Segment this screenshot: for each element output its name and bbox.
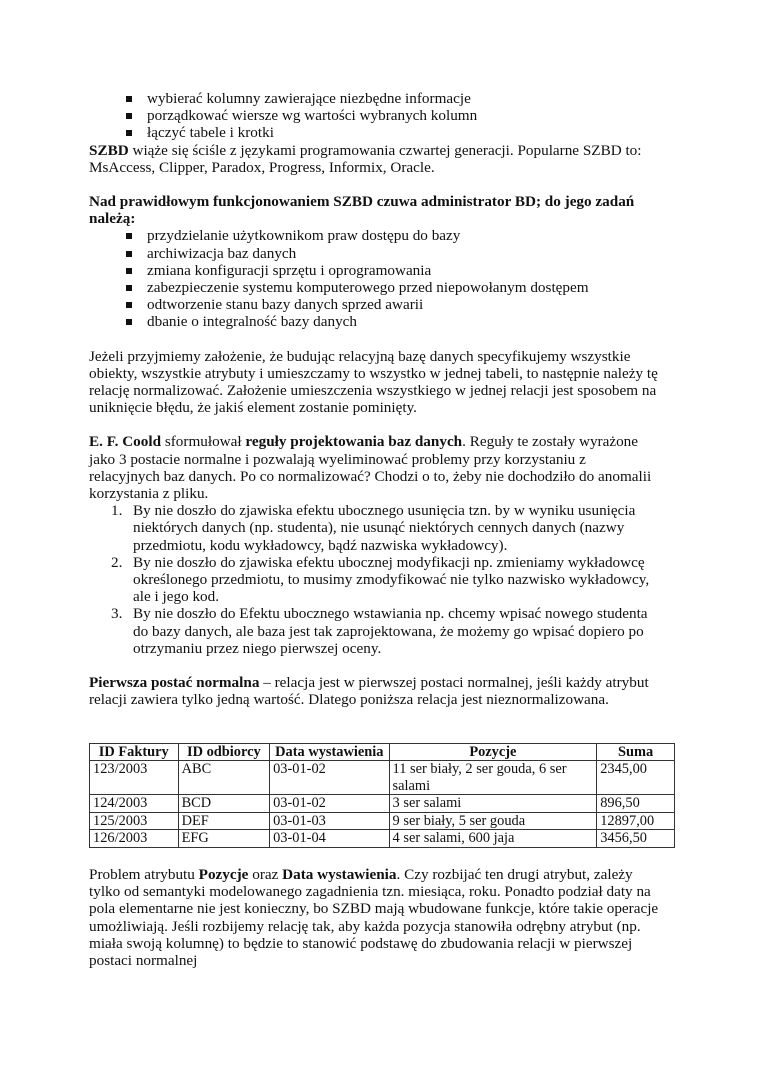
admin-heading: Nad prawidłowym funkcjonowaniem SZBD czuwa administrator BD; do jego zadań należą: bbox=[89, 193, 635, 228]
invoice-table bbox=[89, 743, 675, 849]
square-bullet-icon bbox=[126, 319, 132, 325]
table-row bbox=[90, 830, 675, 848]
first-normal-form-paragraph: Pierwsza postać normalna – relacja jest w pierwszej postaci normalnej, jeśli każdy atrybut relacji zawiera tylko jedną wartość. Dlatego poniższa relacja jest nieznormalizowana. bbox=[89, 674, 649, 709]
table-cell: 2345,00 bbox=[597, 761, 675, 795]
table-cell: 03-01-03 bbox=[270, 812, 389, 830]
square-bullet-icon bbox=[126, 113, 132, 119]
table-cell: 3456,50 bbox=[597, 830, 675, 848]
list-item: archiwizacja baz danych bbox=[89, 245, 689, 262]
column-header: Suma bbox=[597, 743, 675, 761]
square-bullet-icon bbox=[126, 268, 132, 274]
column-header: ID odbiorcy bbox=[178, 743, 270, 761]
anomalies-numbered-list bbox=[89, 502, 689, 657]
intro-bullet-list bbox=[89, 90, 689, 142]
list-item: zmiana konfiguracji sprzętu i oprogramowania bbox=[89, 262, 689, 279]
column-header: Data wystawienia bbox=[270, 743, 389, 761]
table-header-row bbox=[90, 743, 675, 761]
list-item: 1. By nie doszło do zjawiska efektu ubocznego usunięcia tzn. by w wyniku usunięcia niektórych danych (np. studenta), nie usunąć niektórych cennych danych (nazwy przedmiotu, kodu wykładowcy, bądź nazwiska wykładowcy). bbox=[111, 502, 636, 554]
table-cell: 4 ser salami, 600 jaja bbox=[389, 830, 597, 848]
table-cell: 125/2003 bbox=[90, 812, 179, 830]
square-bullet-icon bbox=[126, 302, 132, 308]
list-item: zabezpieczenie systemu komputerowego przed niepowołanym dostępem bbox=[89, 279, 689, 296]
square-bullet-icon bbox=[126, 251, 132, 257]
column-header: ID Faktury bbox=[90, 743, 179, 761]
table-cell: BCD bbox=[178, 795, 270, 813]
list-item: wybierać kolumny zawierające niezbędne informacje bbox=[89, 90, 689, 107]
szbd-paragraph: SZBD wiąże się ściśle z językami programowania czwartej generacji. Popularne SZBD to: MsAccess, Clipper, Paradox, Progress, Informix, Oracle. bbox=[89, 141, 642, 176]
square-bullet-icon bbox=[126, 96, 132, 102]
list-item: dbanie o integralność bazy danych bbox=[89, 313, 689, 330]
problem-paragraph: Problem atrybutu Pozycje oraz Data wystawienia. Czy rozbijać ten drugi atrybut, zależy tylko od semantyki modelowanego zagadnienia tzn. miesiąca, roku. Ponadto podział daty na pola elementarne nie jest konieczny, bo SZBD mają wbudowane funkcje, które takie operacje umożliwiają. Jeśli rozbijemy relację tak, aby każda pozycja stanowiła odrębny atrybut (np. miała swoją kolumnę) to będzie to stanowić podstawę do zbudowania relacji w pierwszej postaci normalnej bbox=[89, 866, 659, 970]
table-cell: 896,50 bbox=[597, 795, 675, 813]
codd-paragraph: E. F. Coold sformułował reguły projektowania baz danych. Reguły te zostały wyrażone jako 3 postacie normalne i pozwalają wyeliminować problemy przy korzystaniu z relacyjnych baz danych. Po co normalizować? Chodzi o to, żeby nie dochodziło do anomalii korzystania z pliku. bbox=[89, 433, 652, 503]
table-cell: 9 ser biały, 5 ser gouda bbox=[389, 812, 597, 830]
szbd-term: SZBD bbox=[89, 141, 129, 159]
table-cell: 126/2003 bbox=[90, 830, 179, 848]
table-cell: 3 ser salami bbox=[389, 795, 597, 813]
table-cell: 124/2003 bbox=[90, 795, 179, 813]
square-bullet-icon bbox=[126, 130, 132, 136]
codd-name: E. F. Coold bbox=[89, 433, 162, 451]
square-bullet-icon bbox=[126, 285, 132, 291]
list-item: przydzielanie użytkownikom praw dostępu do bazy bbox=[89, 227, 689, 244]
table-row bbox=[90, 812, 675, 830]
document-page bbox=[89, 90, 689, 969]
list-item: 3. By nie doszło do Efektu ubocznego wstawiania np. chcemy wpisać nowego studenta do bazy danych, ale baza jest tak zaprojektowana, że możemy go wpisać dopiero po otrzymaniu przez niego pierwszej oceny. bbox=[111, 605, 648, 657]
list-item: 2. By nie doszło do zjawiska efektu ubocznej modyfikacji np. zmieniamy wykładowcę określonego przedmiotu, to musimy zmodyfikować nie tylko nazwisko wykładowcy, ale i jego kod. bbox=[111, 553, 650, 606]
list-item: porządkować wiersze wg wartości wybranych kolumn bbox=[89, 107, 689, 124]
square-bullet-icon bbox=[126, 233, 132, 239]
table-cell: 123/2003 bbox=[90, 761, 179, 795]
table-cell: 03-01-02 bbox=[270, 761, 389, 795]
normalization-intro-paragraph: Jeżeli przyjmiemy założenie, że budując relacyjną bazę danych specyfikujemy wszystkie obiekty, wszystkie atrybuty i umieszczamy to wszystko w jednej tabeli, to następnie należy tę relację normalizować. Założenie umieszczenia wszystkiego w jednej relacji jest sposobem na uniknięcie błędu, że jakiś element zostanie pominięty. bbox=[89, 347, 658, 417]
table-cell: 11 ser biały, 2 ser gouda, 6 ser salami bbox=[389, 761, 597, 795]
table-cell: EFG bbox=[178, 830, 270, 848]
table-cell: 03-01-02 bbox=[270, 795, 389, 813]
column-header: Pozycje bbox=[389, 743, 597, 761]
table-cell: 12897,00 bbox=[597, 812, 675, 830]
table-cell: ABC bbox=[178, 761, 270, 795]
table-cell: DEF bbox=[178, 812, 270, 830]
table-row bbox=[90, 761, 675, 795]
admin-task-list bbox=[89, 227, 689, 330]
list-item: łączyć tabele i krotki bbox=[89, 124, 689, 141]
table-cell: 03-01-04 bbox=[270, 830, 389, 848]
table-row bbox=[90, 795, 675, 813]
list-item: odtworzenie stanu bazy danych sprzed awarii bbox=[89, 296, 689, 313]
